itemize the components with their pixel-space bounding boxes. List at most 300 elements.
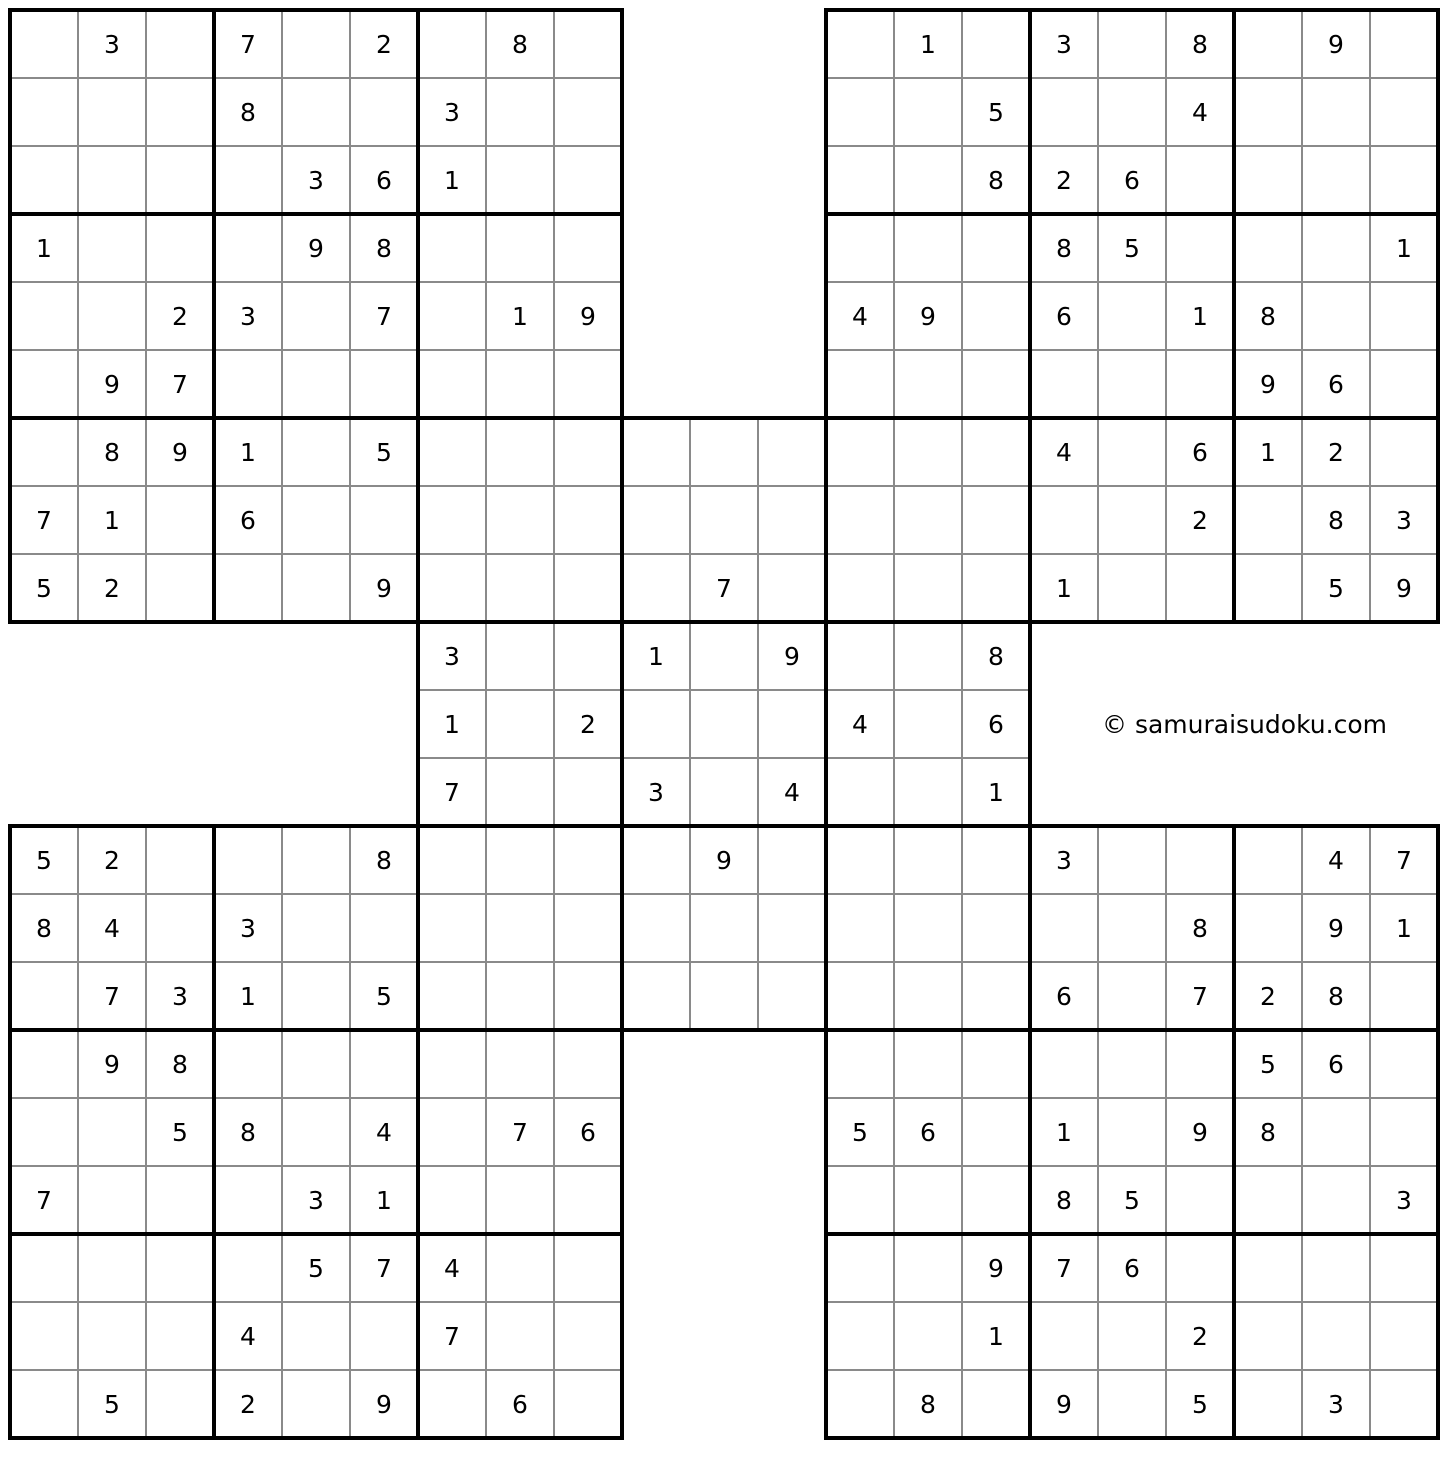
cell-top-left-r1c5[interactable] (282, 10, 350, 78)
cell-top-left-r3c4[interactable] (214, 146, 282, 214)
cell-bottom-left-r7c8[interactable] (486, 1234, 554, 1302)
cell-top-right-r6c6[interactable] (1166, 350, 1234, 418)
cell-bottom-right-r4c4[interactable] (1030, 1030, 1098, 1098)
cell-center-r5c5[interactable] (690, 690, 758, 758)
cell-center-r3c1[interactable] (418, 554, 486, 622)
given-digit-bottom-left-r5c9: 6 (580, 1118, 596, 1147)
given-digit-bottom-right-r1c4: 3 (1056, 846, 1072, 875)
cell-top-right-r6c3[interactable] (962, 350, 1030, 418)
cell-bottom-left-r1c7[interactable] (418, 826, 486, 894)
given-digit-top-right-r1c6: 8 (1192, 30, 1208, 59)
cell-top-left-r1c7[interactable] (418, 10, 486, 78)
cell-bottom-left-r1c4[interactable] (214, 826, 282, 894)
cell-top-left-r1c3[interactable] (146, 10, 214, 78)
given-digit-center-r6c1: 7 (444, 778, 460, 807)
cell-bottom-right-r4c5[interactable] (1098, 1030, 1166, 1098)
cell-top-left-r4c4[interactable] (214, 214, 282, 282)
given-digit-top-right-r6c8: 6 (1328, 370, 1344, 399)
given-digit-top-left-r2c4: 8 (240, 98, 256, 127)
cell-bottom-left-r4c9[interactable] (554, 1030, 622, 1098)
cell-center-r6c8[interactable] (894, 758, 962, 826)
cell-bottom-right-r6c1[interactable] (826, 1166, 894, 1234)
cell-bottom-right-r7c8[interactable] (1302, 1234, 1370, 1302)
cell-center-r1c1[interactable] (418, 418, 486, 486)
cell-bottom-left-r9c7[interactable] (418, 1370, 486, 1438)
cell-bottom-left-r3c1[interactable] (10, 962, 78, 1030)
cell-bottom-left-r5c5[interactable] (282, 1098, 350, 1166)
cell-bottom-left-r5c7[interactable] (418, 1098, 486, 1166)
cell-bottom-left-r2c3[interactable] (146, 894, 214, 962)
cell-top-left-r2c5[interactable] (282, 78, 350, 146)
cell-top-right-r2c7[interactable] (1234, 78, 1302, 146)
cell-bottom-right-r3c5[interactable] (1098, 962, 1166, 1030)
cell-center-r1c2[interactable] (486, 418, 554, 486)
given-digit-top-left-r1c4: 7 (240, 30, 256, 59)
cell-top-right-r2c2[interactable] (894, 78, 962, 146)
given-digit-bottom-left-r2c2: 4 (104, 914, 120, 943)
given-digit-center-r5c9: 6 (988, 710, 1004, 739)
cell-bottom-left-r7c3[interactable] (146, 1234, 214, 1302)
cell-bottom-left-r1c8[interactable] (486, 826, 554, 894)
cell-center-r4c8[interactable] (894, 622, 962, 690)
given-digit-center-r4c9: 8 (988, 642, 1004, 671)
cell-center-r2c5[interactable] (690, 486, 758, 554)
cell-bottom-left-r5c2[interactable] (78, 1098, 146, 1166)
cell-center-r9c6[interactable] (758, 962, 826, 1030)
cell-bottom-left-r8c3[interactable] (146, 1302, 214, 1370)
cell-bottom-left-r1c3[interactable] (146, 826, 214, 894)
cell-bottom-left-r4c1[interactable] (10, 1030, 78, 1098)
cell-bottom-left-r9c3[interactable] (146, 1370, 214, 1438)
cell-bottom-left-r6c3[interactable] (146, 1166, 214, 1234)
cell-bottom-right-r1c7[interactable] (1234, 826, 1302, 894)
cell-bottom-right-r4c6[interactable] (1166, 1030, 1234, 1098)
cell-top-right-r2c5[interactable] (1098, 78, 1166, 146)
given-digit-bottom-left-r6c6: 1 (376, 1186, 392, 1215)
cell-bottom-right-r2c7[interactable] (1234, 894, 1302, 962)
cell-top-right-r4c6[interactable] (1166, 214, 1234, 282)
cell-bottom-right-r6c3[interactable] (962, 1166, 1030, 1234)
given-digit-top-right-r8c6: 2 (1192, 506, 1208, 535)
cell-center-r9c4[interactable] (622, 962, 690, 1030)
cell-top-left-r9c5[interactable] (282, 554, 350, 622)
given-digit-bottom-right-r9c4: 9 (1056, 1390, 1072, 1419)
cell-center-r2c4[interactable] (622, 486, 690, 554)
cell-top-right-r4c2[interactable] (894, 214, 962, 282)
cell-center-r5c8[interactable] (894, 690, 962, 758)
cell-center-r6c2[interactable] (486, 758, 554, 826)
given-digit-center-r7c5: 9 (716, 846, 732, 875)
cell-top-right-r7c5[interactable] (1098, 418, 1166, 486)
cell-top-right-r1c1[interactable] (826, 10, 894, 78)
cell-top-right-r6c1[interactable] (826, 350, 894, 418)
cell-bottom-left-r1c9[interactable] (554, 826, 622, 894)
cell-top-left-r3c1[interactable] (10, 146, 78, 214)
given-digit-top-left-r1c6: 2 (376, 30, 392, 59)
cell-bottom-left-r8c1[interactable] (10, 1302, 78, 1370)
cell-bottom-right-r3c3[interactable] (962, 962, 1030, 1030)
cell-bottom-left-r5c1[interactable] (10, 1098, 78, 1166)
cell-top-left-r8c6[interactable] (350, 486, 418, 554)
cell-bottom-left-r6c8[interactable] (486, 1166, 554, 1234)
cell-bottom-left-r7c2[interactable] (78, 1234, 146, 1302)
cell-top-left-r3c9[interactable] (554, 146, 622, 214)
given-digit-center-r5c1: 1 (444, 710, 460, 739)
cell-center-r6c5[interactable] (690, 758, 758, 826)
cell-bottom-right-r2c5[interactable] (1098, 894, 1166, 962)
cell-center-r3c3[interactable] (554, 554, 622, 622)
cell-bottom-right-r7c7[interactable] (1234, 1234, 1302, 1302)
cell-center-r5c4[interactable] (622, 690, 690, 758)
cell-top-right-r5c9[interactable] (1370, 282, 1438, 350)
cell-top-left-r2c9[interactable] (554, 78, 622, 146)
cell-bottom-right-r5c9[interactable] (1370, 1098, 1438, 1166)
cell-top-left-r7c5[interactable] (282, 418, 350, 486)
cell-top-right-r6c4[interactable] (1030, 350, 1098, 418)
cell-bottom-right-r7c2[interactable] (894, 1234, 962, 1302)
cell-top-right-r8c4[interactable] (1030, 486, 1098, 554)
cell-top-right-r5c3[interactable] (962, 282, 1030, 350)
cell-bottom-right-r1c3[interactable] (962, 826, 1030, 894)
cell-top-left-r4c2[interactable] (78, 214, 146, 282)
cell-top-right-r7c9[interactable] (1370, 418, 1438, 486)
cell-top-right-r6c5[interactable] (1098, 350, 1166, 418)
cell-center-r7c6[interactable] (758, 826, 826, 894)
cell-center-r8c4[interactable] (622, 894, 690, 962)
given-digit-bottom-right-r7c5: 6 (1124, 1254, 1140, 1283)
cell-top-right-r4c7[interactable] (1234, 214, 1302, 282)
cell-top-right-r9c6[interactable] (1166, 554, 1234, 622)
cell-top-right-r3c6[interactable] (1166, 146, 1234, 214)
cell-top-left-r8c5[interactable] (282, 486, 350, 554)
cell-bottom-right-r8c2[interactable] (894, 1302, 962, 1370)
cell-top-right-r2c1[interactable] (826, 78, 894, 146)
cell-bottom-right-r3c9[interactable] (1370, 962, 1438, 1030)
cell-top-left-r5c2[interactable] (78, 282, 146, 350)
cell-bottom-left-r6c4[interactable] (214, 1166, 282, 1234)
cell-center-r5c6[interactable] (758, 690, 826, 758)
cell-bottom-left-r4c7[interactable] (418, 1030, 486, 1098)
cell-center-r1c4[interactable] (622, 418, 690, 486)
cell-top-right-r5c8[interactable] (1302, 282, 1370, 350)
cell-center-r1c8[interactable] (894, 418, 962, 486)
given-digit-top-right-r5c1: 4 (852, 302, 868, 331)
cell-bottom-right-r1c6[interactable] (1166, 826, 1234, 894)
given-digit-bottom-right-r1c8: 4 (1328, 846, 1344, 875)
cell-center-r4c3[interactable] (554, 622, 622, 690)
cell-top-right-r3c7[interactable] (1234, 146, 1302, 214)
cell-top-left-r6c8[interactable] (486, 350, 554, 418)
cell-center-r3c4[interactable] (622, 554, 690, 622)
given-digit-top-left-r5c9: 9 (580, 302, 596, 331)
cell-bottom-left-r6c2[interactable] (78, 1166, 146, 1234)
given-digit-bottom-left-r4c2: 9 (104, 1050, 120, 1079)
given-digit-top-left-r6c2: 9 (104, 370, 120, 399)
given-digit-bottom-right-r6c4: 8 (1056, 1186, 1072, 1215)
cell-bottom-right-r7c6[interactable] (1166, 1234, 1234, 1302)
cell-center-r2c3[interactable] (554, 486, 622, 554)
cell-bottom-left-r6c9[interactable] (554, 1166, 622, 1234)
cell-center-r4c7[interactable] (826, 622, 894, 690)
given-digit-top-left-r4c5: 9 (308, 234, 324, 263)
cell-center-r4c5[interactable] (690, 622, 758, 690)
cell-center-r2c7[interactable] (826, 486, 894, 554)
given-digit-bottom-right-r7c3: 9 (988, 1254, 1004, 1283)
cell-top-left-r5c1[interactable] (10, 282, 78, 350)
cell-center-r5c2[interactable] (486, 690, 554, 758)
cell-center-r8c5[interactable] (690, 894, 758, 962)
cell-bottom-right-r4c3[interactable] (962, 1030, 1030, 1098)
given-digit-top-right-r1c2: 1 (920, 30, 936, 59)
cell-center-r1c7[interactable] (826, 418, 894, 486)
given-digit-bottom-right-r5c7: 8 (1260, 1118, 1276, 1147)
cell-center-r2c2[interactable] (486, 486, 554, 554)
cell-bottom-right-r2c3[interactable] (962, 894, 1030, 962)
given-digit-bottom-right-r1c9: 7 (1396, 846, 1412, 875)
given-digit-top-right-r4c4: 8 (1056, 234, 1072, 263)
cell-center-r3c8[interactable] (894, 554, 962, 622)
cell-top-left-r5c5[interactable] (282, 282, 350, 350)
given-digit-top-left-r1c2: 3 (104, 30, 120, 59)
given-digit-bottom-right-r3c4: 6 (1056, 982, 1072, 1011)
cell-center-r3c7[interactable] (826, 554, 894, 622)
cell-top-left-r6c4[interactable] (214, 350, 282, 418)
cell-bottom-right-r5c3[interactable] (962, 1098, 1030, 1166)
cell-bottom-right-r5c5[interactable] (1098, 1098, 1166, 1166)
cell-bottom-left-r4c6[interactable] (350, 1030, 418, 1098)
given-digit-top-right-r5c2: 9 (920, 302, 936, 331)
cell-top-right-r3c9[interactable] (1370, 146, 1438, 214)
cell-top-right-r2c4[interactable] (1030, 78, 1098, 146)
cell-bottom-left-r2c5[interactable] (282, 894, 350, 962)
given-digit-bottom-right-r7c4: 7 (1056, 1254, 1072, 1283)
cell-bottom-left-r4c5[interactable] (282, 1030, 350, 1098)
cell-bottom-right-r6c2[interactable] (894, 1166, 962, 1234)
given-digit-center-r4c1: 3 (444, 642, 460, 671)
cell-center-r4c2[interactable] (486, 622, 554, 690)
cell-top-left-r8c3[interactable] (146, 486, 214, 554)
cell-bottom-right-r8c7[interactable] (1234, 1302, 1302, 1370)
cell-bottom-left-r4c4[interactable] (214, 1030, 282, 1098)
cell-bottom-right-r8c5[interactable] (1098, 1302, 1166, 1370)
cell-top-right-r1c7[interactable] (1234, 10, 1302, 78)
given-digit-top-left-r8c4: 6 (240, 506, 256, 535)
cell-top-left-r1c9[interactable] (554, 10, 622, 78)
given-digit-bottom-left-r5c6: 4 (376, 1118, 392, 1147)
cell-top-right-r3c8[interactable] (1302, 146, 1370, 214)
cell-bottom-right-r4c9[interactable] (1370, 1030, 1438, 1098)
given-digit-top-right-r3c5: 6 (1124, 166, 1140, 195)
cell-bottom-left-r8c6[interactable] (350, 1302, 418, 1370)
given-digit-bottom-right-r9c2: 8 (920, 1390, 936, 1419)
cell-top-left-r2c6[interactable] (350, 78, 418, 146)
cell-center-r3c6[interactable] (758, 554, 826, 622)
cell-bottom-left-r4c8[interactable] (486, 1030, 554, 1098)
cell-bottom-left-r3c5[interactable] (282, 962, 350, 1030)
cell-top-left-r1c1[interactable] (10, 10, 78, 78)
cell-bottom-left-r7c1[interactable] (10, 1234, 78, 1302)
given-digit-top-left-r3c7: 1 (444, 166, 460, 195)
cell-top-left-r2c3[interactable] (146, 78, 214, 146)
given-digit-bottom-left-r7c6: 7 (376, 1254, 392, 1283)
cell-bottom-left-r2c9[interactable] (554, 894, 622, 962)
cell-bottom-right-r8c1[interactable] (826, 1302, 894, 1370)
cell-bottom-right-r5c8[interactable] (1302, 1098, 1370, 1166)
given-digit-top-right-r3c4: 2 (1056, 166, 1072, 195)
cell-bottom-left-r9c9[interactable] (554, 1370, 622, 1438)
cell-top-left-r4c3[interactable] (146, 214, 214, 282)
cell-top-left-r3c8[interactable] (486, 146, 554, 214)
cell-top-right-r9c7[interactable] (1234, 554, 1302, 622)
cell-top-right-r3c1[interactable] (826, 146, 894, 214)
cell-center-r6c7[interactable] (826, 758, 894, 826)
cell-top-left-r4c8[interactable] (486, 214, 554, 282)
cell-top-left-r2c2[interactable] (78, 78, 146, 146)
cell-top-left-r4c7[interactable] (418, 214, 486, 282)
cell-bottom-right-r9c1[interactable] (826, 1370, 894, 1438)
cell-top-right-r9c5[interactable] (1098, 554, 1166, 622)
cell-top-left-r3c3[interactable] (146, 146, 214, 214)
cell-top-right-r2c8[interactable] (1302, 78, 1370, 146)
cell-top-left-r7c1[interactable] (10, 418, 78, 486)
cell-bottom-left-r2c6[interactable] (350, 894, 418, 962)
cell-bottom-right-r6c8[interactable] (1302, 1166, 1370, 1234)
cell-center-r1c3[interactable] (554, 418, 622, 486)
cell-top-left-r4c9[interactable] (554, 214, 622, 282)
cell-center-r3c9[interactable] (962, 554, 1030, 622)
cell-bottom-right-r8c4[interactable] (1030, 1302, 1098, 1370)
cell-center-r2c9[interactable] (962, 486, 1030, 554)
cell-top-left-r5c7[interactable] (418, 282, 486, 350)
cell-bottom-left-r8c5[interactable] (282, 1302, 350, 1370)
cell-top-left-r6c7[interactable] (418, 350, 486, 418)
cell-top-left-r9c4[interactable] (214, 554, 282, 622)
given-digit-bottom-right-r6c5: 5 (1124, 1186, 1140, 1215)
cell-bottom-right-r9c3[interactable] (962, 1370, 1030, 1438)
cell-bottom-right-r8c9[interactable] (1370, 1302, 1438, 1370)
cell-bottom-right-r2c4[interactable] (1030, 894, 1098, 962)
cell-bottom-left-r3c8[interactable] (486, 962, 554, 1030)
cell-top-left-r2c8[interactable] (486, 78, 554, 146)
given-digit-top-right-r8c8: 8 (1328, 506, 1344, 535)
cell-bottom-left-r8c9[interactable] (554, 1302, 622, 1370)
cell-bottom-right-r2c2[interactable] (894, 894, 962, 962)
cell-top-right-r1c5[interactable] (1098, 10, 1166, 78)
cell-top-left-r6c5[interactable] (282, 350, 350, 418)
cell-top-right-r4c1[interactable] (826, 214, 894, 282)
cell-center-r6c3[interactable] (554, 758, 622, 826)
cell-bottom-right-r1c5[interactable] (1098, 826, 1166, 894)
cell-bottom-left-r3c9[interactable] (554, 962, 622, 1030)
cell-bottom-right-r4c2[interactable] (894, 1030, 962, 1098)
cell-bottom-right-r9c5[interactable] (1098, 1370, 1166, 1438)
cell-bottom-left-r7c4[interactable] (214, 1234, 282, 1302)
cell-bottom-right-r6c7[interactable] (1234, 1166, 1302, 1234)
cell-top-right-r1c9[interactable] (1370, 10, 1438, 78)
cell-top-left-r6c9[interactable] (554, 350, 622, 418)
cell-bottom-right-r2c1[interactable] (826, 894, 894, 962)
cell-bottom-left-r9c1[interactable] (10, 1370, 78, 1438)
cell-top-left-r2c1[interactable] (10, 78, 78, 146)
given-digit-bottom-left-r7c5: 5 (308, 1254, 324, 1283)
cell-bottom-left-r3c7[interactable] (418, 962, 486, 1030)
cell-top-right-r5c5[interactable] (1098, 282, 1166, 350)
cell-bottom-left-r8c2[interactable] (78, 1302, 146, 1370)
given-digit-top-right-r5c6: 1 (1192, 302, 1208, 331)
given-digit-top-left-r3c6: 6 (376, 166, 392, 195)
cell-bottom-right-r7c1[interactable] (826, 1234, 894, 1302)
cell-top-left-r3c2[interactable] (78, 146, 146, 214)
cell-center-r9c5[interactable] (690, 962, 758, 1030)
cell-top-left-r6c6[interactable] (350, 350, 418, 418)
given-digit-bottom-right-r6c9: 3 (1396, 1186, 1412, 1215)
cell-bottom-right-r7c9[interactable] (1370, 1234, 1438, 1302)
cell-bottom-right-r1c2[interactable] (894, 826, 962, 894)
given-digit-bottom-right-r3c6: 7 (1192, 982, 1208, 1011)
cell-center-r2c6[interactable] (758, 486, 826, 554)
cell-bottom-right-r3c2[interactable] (894, 962, 962, 1030)
cell-center-r3c2[interactable] (486, 554, 554, 622)
cell-top-right-r1c3[interactable] (962, 10, 1030, 78)
given-digit-top-left-r4c6: 8 (376, 234, 392, 263)
cell-top-right-r6c9[interactable] (1370, 350, 1438, 418)
cell-bottom-left-r9c5[interactable] (282, 1370, 350, 1438)
given-digit-bottom-left-r5c4: 8 (240, 1118, 256, 1147)
given-digit-bottom-right-r8c6: 2 (1192, 1322, 1208, 1351)
given-digit-bottom-left-r5c8: 7 (512, 1118, 528, 1147)
given-digit-top-right-r7c4: 4 (1056, 438, 1072, 467)
given-digit-bottom-left-r2c4: 3 (240, 914, 256, 943)
cell-bottom-right-r1c1[interactable] (826, 826, 894, 894)
given-digit-bottom-left-r3c6: 5 (376, 982, 392, 1011)
cell-top-right-r6c2[interactable] (894, 350, 962, 418)
given-digit-center-r6c9: 1 (988, 778, 1004, 807)
cell-bottom-right-r8c8[interactable] (1302, 1302, 1370, 1370)
cell-top-right-r4c3[interactable] (962, 214, 1030, 282)
given-digit-center-r4c6: 9 (784, 642, 800, 671)
cell-bottom-left-r6c7[interactable] (418, 1166, 486, 1234)
cell-bottom-right-r3c1[interactable] (826, 962, 894, 1030)
cell-top-right-r8c7[interactable] (1234, 486, 1302, 554)
given-digit-top-right-r6c7: 9 (1260, 370, 1276, 399)
given-digit-center-r4c4: 1 (648, 642, 664, 671)
cell-top-right-r4c8[interactable] (1302, 214, 1370, 282)
cell-center-r2c1[interactable] (418, 486, 486, 554)
cell-bottom-right-r4c1[interactable] (826, 1030, 894, 1098)
cell-bottom-left-r2c7[interactable] (418, 894, 486, 962)
cell-top-right-r8c5[interactable] (1098, 486, 1166, 554)
cell-center-r1c9[interactable] (962, 418, 1030, 486)
cell-bottom-left-r8c8[interactable] (486, 1302, 554, 1370)
cell-bottom-right-r9c7[interactable] (1234, 1370, 1302, 1438)
given-digit-bottom-left-r8c7: 7 (444, 1322, 460, 1351)
given-digit-top-right-r7c7: 1 (1260, 438, 1276, 467)
cell-top-right-r2c9[interactable] (1370, 78, 1438, 146)
cell-center-r1c6[interactable] (758, 418, 826, 486)
cell-bottom-left-r2c8[interactable] (486, 894, 554, 962)
cell-top-left-r6c1[interactable] (10, 350, 78, 418)
cell-top-right-r3c2[interactable] (894, 146, 962, 214)
cell-bottom-left-r7c9[interactable] (554, 1234, 622, 1302)
cell-center-r1c5[interactable] (690, 418, 758, 486)
cell-center-r8c6[interactable] (758, 894, 826, 962)
cell-center-r2c8[interactable] (894, 486, 962, 554)
cell-top-left-r9c3[interactable] (146, 554, 214, 622)
cell-bottom-right-r9c9[interactable] (1370, 1370, 1438, 1438)
cell-bottom-right-r6c6[interactable] (1166, 1166, 1234, 1234)
cell-center-r7c4[interactable] (622, 826, 690, 894)
cell-bottom-left-r1c5[interactable] (282, 826, 350, 894)
